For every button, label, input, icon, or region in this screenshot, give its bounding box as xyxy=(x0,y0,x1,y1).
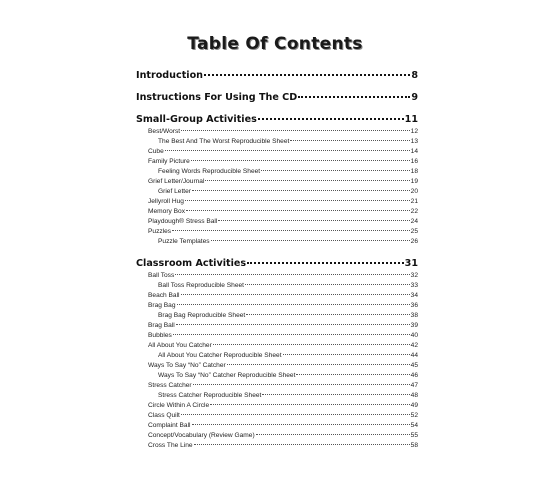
toc-subentry xyxy=(136,137,418,147)
toc-entry-page: 32 xyxy=(410,272,418,279)
toc-entry-classroom-activities xyxy=(136,258,418,269)
toc-entry-label: Ball Toss Reproducible Sheet xyxy=(158,282,245,289)
dot-leader xyxy=(185,200,410,201)
toc-entry xyxy=(136,227,418,237)
dot-leader xyxy=(172,230,410,231)
toc-entry-label: Brag Bag xyxy=(148,302,176,309)
toc-entry-label: The Best And The Worst Reproducible Sheet xyxy=(158,138,290,145)
dot-leader xyxy=(175,274,409,275)
toc-entry-page: 9 xyxy=(411,92,418,103)
toc-entry-page: 24 xyxy=(410,218,418,225)
toc-entry-label: Circle Within A Circle xyxy=(148,402,210,409)
toc-entry-label: Bubbles xyxy=(148,332,172,339)
toc-subentry xyxy=(136,167,418,177)
dot-leader xyxy=(256,434,410,435)
toc-entry-page: 13 xyxy=(410,138,418,145)
toc-entry xyxy=(136,401,418,411)
toc-entry xyxy=(136,381,418,391)
toc-entry-page: 19 xyxy=(410,178,418,185)
toc-entry-page: 55 xyxy=(410,432,418,439)
dot-leader xyxy=(213,344,410,345)
toc-subentry xyxy=(136,281,418,291)
dot-leader xyxy=(246,314,409,315)
toc-entry-page: 54 xyxy=(410,422,418,429)
toc-entry-page: 14 xyxy=(410,148,418,155)
toc-entry-page: 18 xyxy=(410,168,418,175)
dot-leader xyxy=(261,170,410,171)
toc-entry-label: Complaint Ball xyxy=(148,422,191,429)
toc-entry-label: Cross The Line xyxy=(148,442,193,449)
dot-leader xyxy=(181,294,410,295)
dot-leader xyxy=(194,444,410,445)
toc-entry xyxy=(136,207,418,217)
dot-leader xyxy=(193,384,410,385)
small-group-activity-list xyxy=(136,127,418,247)
toc-entry-page: 34 xyxy=(410,292,418,299)
dot-leader xyxy=(210,404,409,405)
toc-entry-page: 21 xyxy=(410,198,418,205)
toc-entry-label: Jellyroll Hug xyxy=(148,198,184,205)
toc-entry-label: Grief Letter xyxy=(158,188,191,195)
dot-leader xyxy=(205,180,409,181)
toc-entry xyxy=(136,361,418,371)
toc-entry-page: 31 xyxy=(404,258,418,269)
dot-leader xyxy=(204,74,410,76)
toc-entry-label: Beach Ball xyxy=(148,292,180,299)
dot-leader xyxy=(192,190,410,191)
toc-entry xyxy=(136,321,418,331)
toc-entry-page: 48 xyxy=(410,392,418,399)
toc-subentry xyxy=(136,237,418,247)
toc-entry xyxy=(136,157,418,167)
dot-leader xyxy=(191,160,410,161)
dot-leader xyxy=(290,140,409,141)
dot-leader xyxy=(247,262,404,264)
toc-entry-label: Classroom Activities xyxy=(136,258,247,269)
toc-subentry xyxy=(136,187,418,197)
toc-entry xyxy=(136,147,418,157)
dot-leader xyxy=(176,324,410,325)
dot-leader xyxy=(211,240,410,241)
toc-entry-page: 33 xyxy=(410,282,418,289)
toc-entry-page: 36 xyxy=(410,302,418,309)
dot-leader xyxy=(258,118,404,120)
toc-entry-page: 40 xyxy=(410,332,418,339)
toc-entry xyxy=(136,217,418,227)
dot-leader xyxy=(245,284,410,285)
dot-leader xyxy=(296,374,409,375)
toc-entry-page: 45 xyxy=(410,362,418,369)
toc-subentry xyxy=(136,311,418,321)
toc-entry-page: 58 xyxy=(410,442,418,449)
toc-entry-instructions xyxy=(136,92,418,103)
toc-entry-label: Small-Group Activities xyxy=(136,114,257,125)
toc-entry-label: Concept/Vocabulary (Review Game) xyxy=(148,432,255,439)
toc-entry-page: 20 xyxy=(410,188,418,195)
toc-entry-label: All About You Catcher xyxy=(148,342,212,349)
dot-leader xyxy=(298,96,410,98)
toc-entry xyxy=(136,331,418,341)
toc-entry-page: 25 xyxy=(410,228,418,235)
toc-entry-page: 12 xyxy=(410,128,418,135)
toc-entry-label: Ball Toss xyxy=(148,272,175,279)
toc-entry xyxy=(136,197,418,207)
toc-entry-introduction xyxy=(136,70,418,81)
dot-leader xyxy=(173,334,410,335)
dot-leader xyxy=(177,304,410,305)
toc-entry-label: Brag Ball xyxy=(148,322,175,329)
toc-entry-label: All About You Catcher Reproducible Sheet xyxy=(158,352,282,359)
toc-entry-label: Ways To Say “No” Catcher xyxy=(148,362,226,369)
toc-entry-page: 8 xyxy=(411,70,418,81)
toc-entry xyxy=(136,441,418,451)
toc-entry-label: Stress Catcher Reproducible Sheet xyxy=(158,392,262,399)
toc-subentry xyxy=(136,391,418,401)
toc-entry-label: Puzzles xyxy=(148,228,172,235)
toc-entry-page: 49 xyxy=(410,402,418,409)
toc-entry-page: 38 xyxy=(410,312,418,319)
dot-leader xyxy=(165,150,410,151)
toc-entry xyxy=(136,421,418,431)
toc-entry-label: Introduction xyxy=(136,70,203,81)
dot-leader xyxy=(181,414,410,415)
toc-entry-label: Stress Catcher xyxy=(148,382,192,389)
toc-subentry xyxy=(136,351,418,361)
toc-entry-label: Cube xyxy=(148,148,164,155)
toc-entry xyxy=(136,301,418,311)
toc-entry xyxy=(136,291,418,301)
dot-leader xyxy=(192,424,410,425)
toc-entry-label: Class Quilt xyxy=(148,412,180,419)
table-of-contents xyxy=(136,70,418,451)
toc-entry xyxy=(136,177,418,187)
toc-entry-page: 46 xyxy=(410,372,418,379)
toc-entry xyxy=(136,341,418,351)
toc-entry-label: Puzzle Templates xyxy=(158,238,210,245)
toc-entry-label: Instructions For Using The CD xyxy=(136,92,298,103)
toc-entry-page: 26 xyxy=(410,238,418,245)
page-title: Table Of Contents xyxy=(187,34,363,54)
toc-entry-label: Memory Box xyxy=(148,208,186,215)
toc-entry xyxy=(136,431,418,441)
toc-entry xyxy=(136,271,418,281)
toc-entry xyxy=(136,411,418,421)
dot-leader xyxy=(227,364,410,365)
toc-entry-label: Best/Worst xyxy=(148,128,181,135)
dot-leader xyxy=(262,394,409,395)
toc-entry-page: 22 xyxy=(410,208,418,215)
dot-leader xyxy=(218,220,409,221)
toc-entry-page: 16 xyxy=(410,158,418,165)
classroom-activity-list xyxy=(136,271,418,451)
toc-entry-page: 42 xyxy=(410,342,418,349)
toc-entry-label: Ways To Say “No” Catcher Reproducible Sheet xyxy=(158,372,296,379)
toc-entry-page: 47 xyxy=(410,382,418,389)
toc-entry-small-group-activities xyxy=(136,114,418,125)
toc-entry-label: Playdough® Stress Ball xyxy=(148,218,218,225)
toc-entry-page: 44 xyxy=(410,352,418,359)
toc-entry-page: 52 xyxy=(410,412,418,419)
toc-entry-page: 11 xyxy=(404,114,418,125)
toc-entry-label: Feeling Words Reproducible Sheet xyxy=(158,168,261,175)
toc-subentry xyxy=(136,371,418,381)
dot-leader xyxy=(181,130,410,131)
toc-entry-page: 39 xyxy=(410,322,418,329)
dot-leader xyxy=(283,354,410,355)
toc-entry-label: Family Picture xyxy=(148,158,190,165)
dot-leader xyxy=(186,210,410,211)
toc-entry xyxy=(136,127,418,137)
toc-entry-label: Grief Letter/Journal xyxy=(148,178,205,185)
toc-entry-label: Brag Bag Reproducible Sheet xyxy=(158,312,246,319)
